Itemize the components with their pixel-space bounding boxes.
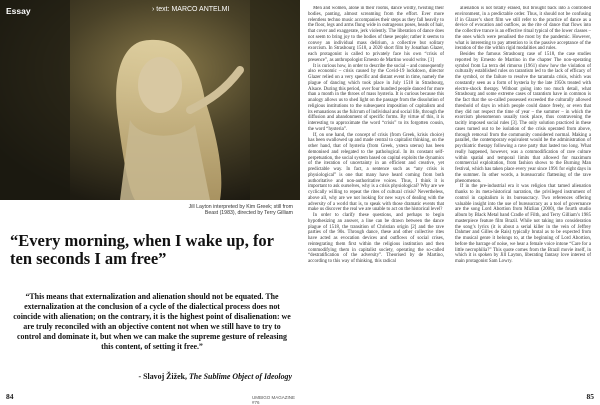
paragraph: Men and women, alone in their rooms, dance wildly, twisting their bodies, panting, almost screaming from the effort. Ever more relentless techno music accompanies their steps as they fall heavily to the floor, legs and arms flung wide in outrageous poses, heads of hair, that cover and exaggerate, jerk violently. The liberation of dance does not seem to bring joy to the bodies of these people; rather it seems to convey an individual mass delirium, a collective but solitary exorcism. In Strasbourg 1518, a 2020 short film by Jonathan Glazer, each protagonist is called to privately face his own “crisis of presence”, as anthropologist Ernesto de Martino would write. [1] bbox=[308, 6, 444, 63]
quote-attribution bbox=[12, 372, 292, 381]
attribution-author: - Slavoj Žižek, bbox=[138, 372, 187, 381]
magazine-footer: UMBIGO MAGAZINE #76 bbox=[252, 395, 296, 405]
paragraph: It is curious how, in order to describe the social – and consequently also economic – crisis caused by the Covid-19 lockdown, director Glazer relied on a very specific and distant event in time, namely the plague of dancing which took place in July 1518 in Strasbourg, Alsace. During this period, over four hundred people danced for more than a month in the throes of mass hysteria. It is curious because this analogy allows us to shed light on the passage from the dissolution of religious institutions to the subsequent imposition of capitalism and its emanations as the fulcrum of individual and social life, through the diffusion and abandonment of specific forms. By virtue of this, it is interesting to approximate the word “crisis” to its forgotten cousin, the word “hysteria”. bbox=[308, 63, 444, 132]
photo-caption: Jill Layton interpreted by Kim Greek; still from Beast (1983), directed by Terry Gilliam bbox=[188, 204, 293, 217]
film-still-image bbox=[0, 0, 300, 200]
text-credit: › text: MARCO ANTELMI bbox=[152, 6, 230, 13]
page-number-left: 84 bbox=[6, 392, 14, 401]
text-column-2 bbox=[455, 6, 591, 386]
paragraph: alienation is not totally erased, but brought back into a controlled environment, in a predictable order. Thus, it should not be confusing if in Glazer’s short film we still refer to the practice of dance as a device of evocation and outflow, as the rite of dance that flows into the collective trance is an effective ritual typical of the lower classes – the ones which were penalised the most by the pandemic. However, what is interesting to pay attention to is the passive acceptance of the iteration of the rite within rigid modalities and rules. bbox=[455, 6, 591, 52]
attribution-title: The Sublime Object of Ideology bbox=[188, 372, 292, 381]
page-number-right: 85 bbox=[586, 392, 594, 401]
section-label: Essay bbox=[6, 6, 31, 16]
paragraph: If in the pre-industrial era it was religion that tamed alienation thanks to its meta-historical narration, the privileged instrument of control in capitalism is its bureaucracy. Two references offering valuable insight into the use of bureaucracy as a tool of governance are the song Lord Abortion from Mizlian (2000), the fourth studio album by Black Metal band Cradle of Filth, and Terry Gilliam’s 1985 masterpiece feature film Brazil. While not taking into consideration the song’s lyrics (it is about a serial killer in the vein of Jeffrey Dahmer and Gilles de Rais) typically brutal as to be expected from the musical genre it belongs to, at the beginning of Lord Abortion, before the barrage of noise, we hear a female voice intone “Care for a little necrophilia?” This quote comes from the Brazil movie itself, in which it is spoken by Jill Layton, liberating fantasy love interest of main protagonist Sam Lowry. bbox=[455, 184, 591, 264]
film-still-photo bbox=[0, 0, 300, 200]
body-quote: “This means that externalization and alienation should not be equated. The externalization at the conclusion of a cycle of the dialectical process does not coincide with alienation; on the contrary, it is the highest point of disalienation: we are truly reconciled with an objective content not when we still have to try to control and dominate it, but when we can make the supreme gesture of releasing this content, of setting it free.” bbox=[13, 292, 291, 352]
text-column-1 bbox=[308, 6, 444, 386]
pull-quote: “Every morning, when I wake up, for ten seconds I am free” bbox=[10, 231, 274, 268]
paragraph: Besides the famous Strasbourg case of 1518, the case studies reported by Ernesto de Martino in the chapter The non-operating symbol from La terra del rimorso (1961) show how the violation of culturally established rules on tarantism led to the lack of efficacy of the symbol, or the failure to resolve the tarantula crisis, which was constantly seen as a form of hysteria by the late 1950s treated with electro-shock therapy. Without going into too much detail, what Strasbourg and some extreme cases of tarantism have in common is the fact that the so-called possessed exceeded the culturally allowed threshold of days in which people could dance freely, or even that they did not respect the time of year – the summer – in which the exorcism phenomenon usually took place, thus contravening the tacitly imposed social rules [3]. The only solution practiced in these cases turned out to be isolation of the crisis operated from above, through removal from the community considered normal. Making a parallel, the contemporary equivalent would be the administration of psychiatric therapy following a rave party that lasted too long. What really happened, however, was a commodification of rave culture within spatial and temporal limits that allowed for maximum commercial exploitation, from fashion shows to the Burning Man festival, which has taken place every year since 1991 for eight days in the summer. In other words, a bureaucratic flattening of the rave phenomenon. bbox=[455, 52, 591, 184]
paragraph: In order to clarify these questions, and perhaps to begin hypothesizing an answer, a line can be drawn between the dance plague of 1518, the transition of Christian origin [2] and the rave parties of the 90s. Through dance, these and other collective rites have acted as evocation devices and outflows of social crises, reintegrating them first within the religious institution and then commodifying them in capitalist society, operating the so-called “destratification of the adversity”. Theorised by de Martino, according to this way of thinking, this radical bbox=[308, 213, 444, 264]
right-page bbox=[300, 0, 600, 405]
paragraph: If, on one hand, the concept of crisis (from Greek, krisis choice) has been swallowed up and made central to capitalist thinking, on the other hand, that of hysteria (from Greek, ystera uterus) has been demonised and relegated to the pathological. In its constant self-perpetuation, the social system based on capital exploits the dynamics of the iteration of uncertainty in an efficient and creative, yet predictable way. In fact, a sentence such as “any crisis is physiological” is one that many have heard coming from both authoritative and non-authoritative voices. Thus, I think it is important to ask ourselves, why is a crisis physiological? Why are we cyclically willing to repeat the rites of cultural crisis? Nevertheless, above all, why are we not looking for new ways of dealing with the adversity of a world that is, to speak with those dramatic events that make us discover the real we are unable to act on the historical level? bbox=[308, 132, 444, 213]
